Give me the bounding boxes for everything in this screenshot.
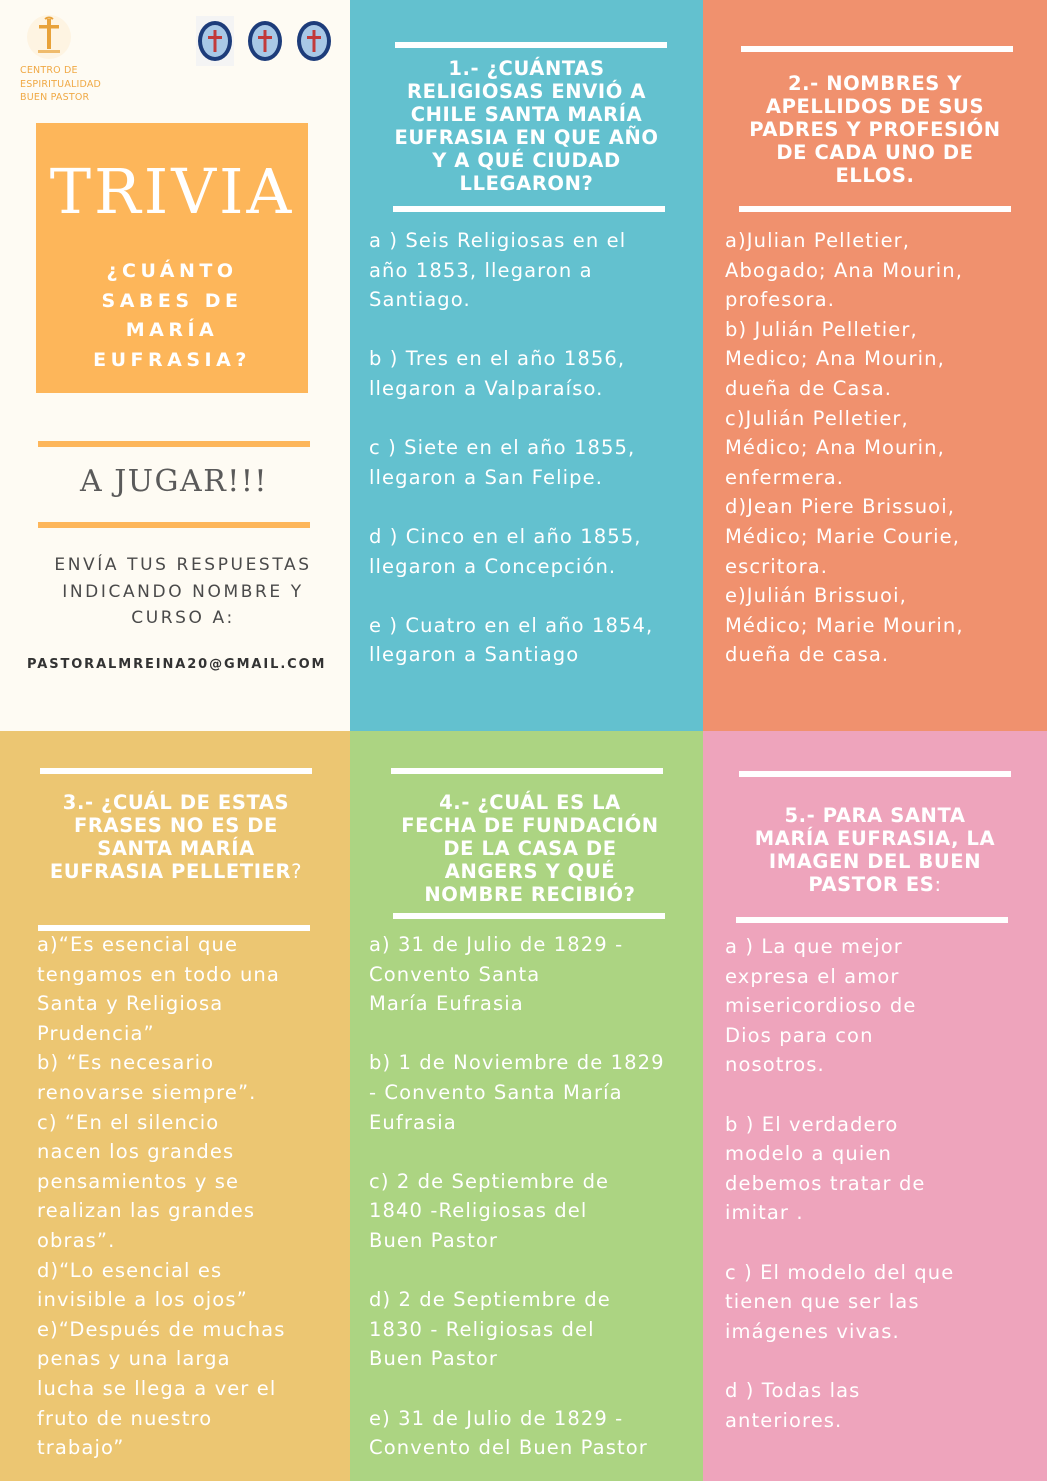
answer-line: nosotros. — [725, 1053, 825, 1077]
answer-line: a) 31 de Julio de 1829 - — [369, 933, 624, 956]
answer-line: nacen los grandes — [37, 1140, 235, 1164]
divider — [393, 206, 665, 212]
answer-option[interactable] — [369, 433, 699, 492]
question-3-panel — [0, 731, 350, 1481]
question-3-answers — [37, 930, 337, 1463]
cross-logo-icon — [26, 14, 72, 60]
question-title-line: FECHA DE FUNDACIÓN — [401, 814, 659, 837]
answer-line: b ) Tres en el año 1856, — [369, 347, 626, 371]
answer-line: b ) El verdadero — [725, 1112, 899, 1136]
answer-line: 1830 - Religiosas del — [369, 1317, 595, 1341]
divider — [391, 768, 663, 774]
question-title-tail: ? — [291, 860, 303, 883]
answer-option[interactable] — [37, 1315, 337, 1463]
answer-line: d) 2 de Septiembre de — [369, 1288, 611, 1312]
question-title-text: EUFRASIA PELLETIER — [49, 860, 292, 883]
divider — [38, 441, 310, 447]
answer-option[interactable] — [37, 930, 337, 1048]
divider — [741, 46, 1013, 52]
answer-option[interactable] — [725, 315, 1045, 404]
question-title-line: 5.- PARA SANTA — [784, 804, 966, 827]
answer-line: invisible a los ojos” — [37, 1288, 248, 1312]
answer-line: renovarse siempre”. — [37, 1080, 257, 1104]
question-title-line: DE CADA UNO DE — [776, 141, 974, 164]
answer-line: b) 1 de Noviembre de 1829 — [369, 1051, 665, 1075]
answer-line: llegaron a Concepción. — [369, 554, 617, 578]
answer-line: Santiago. — [369, 288, 471, 312]
answer-line: Abogado; Ana Mourin, — [725, 258, 964, 282]
question-title-line: RELIGIOSAS ENVIÓ A — [406, 80, 647, 103]
question-title-line: 3.- ¿CUÁL DE ESTAS — [62, 791, 290, 814]
divider — [736, 917, 1008, 923]
answer-option[interactable] — [37, 1108, 337, 1256]
question-title-line: FRASES NO ES DE — [74, 814, 278, 837]
answer-option[interactable] — [369, 930, 703, 1019]
answer-line: escritora. — [725, 554, 829, 578]
center-name-line: BUEN PASTOR — [20, 92, 90, 103]
question-title-tail: : — [934, 873, 942, 896]
question-4-answers — [369, 930, 703, 1463]
send-instructions-line: INDICANDO NOMBRE Y — [62, 581, 304, 602]
answer-line: c)Julián Pelletier, — [725, 406, 909, 430]
answer-line: e) 31 de Julio de 1829 - — [369, 1406, 624, 1430]
answer-line: dueña de casa. — [725, 643, 890, 667]
answer-line: a ) Seis Religiosas en el — [369, 229, 627, 252]
answer-line: e)“Después de muchas — [37, 1317, 286, 1341]
answer-option[interactable] — [725, 226, 1045, 315]
answer-option[interactable] — [725, 581, 1045, 670]
answer-line: Convento Santa — [369, 962, 541, 986]
play-heading: A JUGAR!!! — [80, 464, 268, 499]
answer-option[interactable] — [369, 226, 699, 315]
answer-line: tienen que ser las — [725, 1290, 920, 1314]
divider — [395, 42, 667, 48]
answer-line: dueña de Casa. — [725, 376, 893, 400]
answer-line: b) “Es necesario — [37, 1051, 215, 1075]
question-5-title — [717, 804, 1033, 896]
question-2-panel — [703, 0, 1047, 731]
answer-line: b) Julián Pelletier, — [725, 317, 918, 341]
answer-line: d ) Cinco en el año 1855, — [369, 524, 642, 548]
answer-line: penas y una larga — [37, 1347, 231, 1371]
question-title-line: DE LA CASA DE — [443, 837, 617, 860]
answer-line: a)Julian Pelletier, — [725, 229, 911, 252]
answer-option[interactable] — [369, 1285, 703, 1374]
answer-line: Médico; Ana Mourin, — [725, 436, 945, 460]
question-title-line: APELLIDOS DE SUS — [765, 95, 985, 118]
answer-line: Medico; Ana Mourin, — [725, 347, 945, 371]
answer-line: 1840 -Religiosas del — [369, 1199, 588, 1223]
question-1-title — [370, 57, 683, 195]
answer-line: llegaron a Santiago — [369, 643, 580, 667]
answer-line: profesora. — [725, 288, 836, 312]
answer-line: Médico; Marie Mourin, — [725, 613, 964, 637]
answer-option[interactable] — [369, 611, 699, 670]
answer-line: Buen Pastor — [369, 1347, 498, 1371]
answer-line: Eufrasia — [369, 1110, 457, 1134]
answer-line: fruto de nuestro — [37, 1406, 213, 1430]
answer-line: expresa el amor — [725, 964, 900, 988]
center-name — [20, 64, 101, 105]
question-title-line: ELLOS. — [835, 164, 915, 187]
question-title-line: SANTA MARÍA — [97, 837, 255, 860]
answer-line: d)Jean Piere Brissuoi, — [725, 495, 956, 519]
answer-line: María Eufrasia — [369, 992, 524, 1016]
divider — [739, 771, 1011, 777]
answer-line: Médico; Marie Courie, — [725, 524, 961, 548]
answer-line: a ) La que mejor — [725, 935, 903, 958]
answer-option[interactable] — [369, 1167, 703, 1256]
answer-line: realizan las grandes — [37, 1199, 256, 1223]
intro-panel — [0, 0, 350, 731]
answer-line: c ) Siete en el año 1855, — [369, 436, 636, 460]
question-title-line: ANGERS Y QUÉ — [444, 860, 616, 883]
question-5-answers — [725, 932, 1035, 1435]
answer-option[interactable] — [725, 1376, 1035, 1435]
question-title-line: CHILE SANTA MARÍA — [410, 103, 643, 126]
send-instructions — [20, 552, 346, 632]
answer-option[interactable] — [725, 404, 1045, 493]
question-title-line: EUFRASIA EN QUE AÑO — [394, 126, 659, 149]
answer-option[interactable] — [369, 522, 699, 581]
send-instructions-line: ENVÍA TUS RESPUESTAS — [54, 555, 312, 575]
question-title-line — [717, 873, 1033, 896]
question-2-answers — [725, 226, 1045, 670]
answer-line: Convento del Buen Pastor — [369, 1436, 648, 1460]
answer-line: llegaron a Valparaíso. — [369, 376, 604, 400]
question-title-line: Y A QUÉ CIUDAD — [432, 149, 621, 172]
answer-option[interactable] — [725, 492, 1045, 581]
trivia-title: TRIVIA — [49, 155, 295, 228]
answer-line: e)Julián Brissuoi, — [725, 584, 907, 608]
answer-line: Santa y Religiosa — [37, 992, 224, 1016]
trivia-title-box — [36, 123, 308, 393]
answer-line: Buen Pastor — [369, 1228, 498, 1252]
answer-option[interactable] — [725, 1110, 1035, 1228]
question-title-line: 1.- ¿CUÁNTAS — [448, 57, 605, 80]
trivia-subtitle-line: SABES DE — [101, 289, 243, 312]
question-title-line: NOMBRE RECIBIÓ? — [424, 883, 636, 906]
send-instructions-line: CURSO A: — [131, 608, 235, 628]
answer-line: Dios para con — [725, 1023, 874, 1047]
answer-line: enfermera. — [725, 465, 845, 489]
question-5-panel — [703, 731, 1047, 1481]
question-title-line: LLEGARON? — [459, 172, 594, 195]
school-badge-icon — [196, 16, 234, 66]
answer-line: llegaron a San Felipe. — [369, 465, 604, 489]
question-1-answers — [369, 226, 699, 670]
email-address[interactable]: PASTORALMREINA20@GMAIL.COM — [27, 657, 327, 672]
divider — [38, 522, 310, 528]
answer-line: modelo a quien — [725, 1142, 892, 1166]
answer-line: Prudencia” — [37, 1021, 155, 1045]
center-name-line: ESPIRITUALIDAD — [20, 78, 102, 90]
answer-line: d)“Lo esencial es — [37, 1258, 223, 1282]
answer-line: a)“Es esencial que — [37, 933, 239, 956]
answer-line: trabajo” — [37, 1436, 125, 1460]
answer-line: año 1853, llegaron a — [369, 258, 593, 282]
question-title-line: 2.- NOMBRES Y — [787, 72, 963, 95]
answer-option[interactable] — [725, 1258, 1035, 1347]
answer-line: pensamientos y se — [37, 1169, 240, 1193]
answer-line: c) 2 de Septiembre de — [369, 1169, 610, 1193]
answer-option[interactable] — [37, 1256, 337, 1315]
question-3-title — [16, 791, 336, 883]
divider — [40, 768, 312, 774]
question-title-text: PASTOR ES — [808, 873, 935, 896]
answer-line: d ) Todas las — [725, 1378, 861, 1402]
answer-line: lucha se llega a ver el — [37, 1376, 277, 1400]
trivia-subtitle-line: EUFRASIA? — [93, 348, 251, 371]
answer-option[interactable] — [369, 1048, 703, 1137]
divider — [739, 206, 1011, 212]
answer-option[interactable] — [369, 344, 699, 403]
answer-line: c ) El modelo del que — [725, 1260, 955, 1284]
school-badge-icon — [295, 16, 333, 66]
answer-line: tengamos en todo una — [37, 962, 280, 986]
center-name-line: CENTRO DE — [20, 65, 78, 76]
question-4-panel — [350, 731, 703, 1481]
answer-line: imitar . — [725, 1201, 804, 1225]
answer-line: e ) Cuatro en el año 1854, — [369, 613, 654, 637]
question-2-title — [717, 72, 1033, 187]
question-1-panel — [350, 0, 703, 731]
divider — [393, 913, 665, 919]
answer-line: imágenes vivas. — [725, 1319, 900, 1343]
trivia-subtitle — [56, 257, 288, 375]
question-title-line: MARÍA EUFRASIA, LA — [754, 827, 996, 850]
answer-option[interactable] — [369, 1404, 703, 1463]
trivia-subtitle-line: ¿CUÁNTO — [106, 260, 238, 282]
answer-option[interactable] — [37, 1048, 337, 1107]
question-title-line: 4.- ¿CUÁL ES LA — [439, 791, 621, 814]
question-title-line: PADRES Y PROFESIÓN — [749, 118, 1001, 141]
answer-line: debemos tratar de — [725, 1171, 926, 1195]
answer-option[interactable] — [725, 932, 1035, 1080]
answer-line: c) “En el silencio — [37, 1110, 220, 1134]
question-title-line — [16, 860, 336, 883]
answer-line: misericordioso de — [725, 994, 917, 1018]
answer-line: obras”. — [37, 1228, 116, 1252]
question-title-line: IMAGEN DEL BUEN — [768, 850, 982, 873]
question-4-title — [370, 791, 690, 906]
answer-line: - Convento Santa María — [369, 1080, 623, 1104]
school-badge-icon — [246, 16, 284, 66]
trivia-subtitle-line: MARÍA — [125, 319, 219, 341]
answer-line: anteriores. — [725, 1408, 843, 1432]
